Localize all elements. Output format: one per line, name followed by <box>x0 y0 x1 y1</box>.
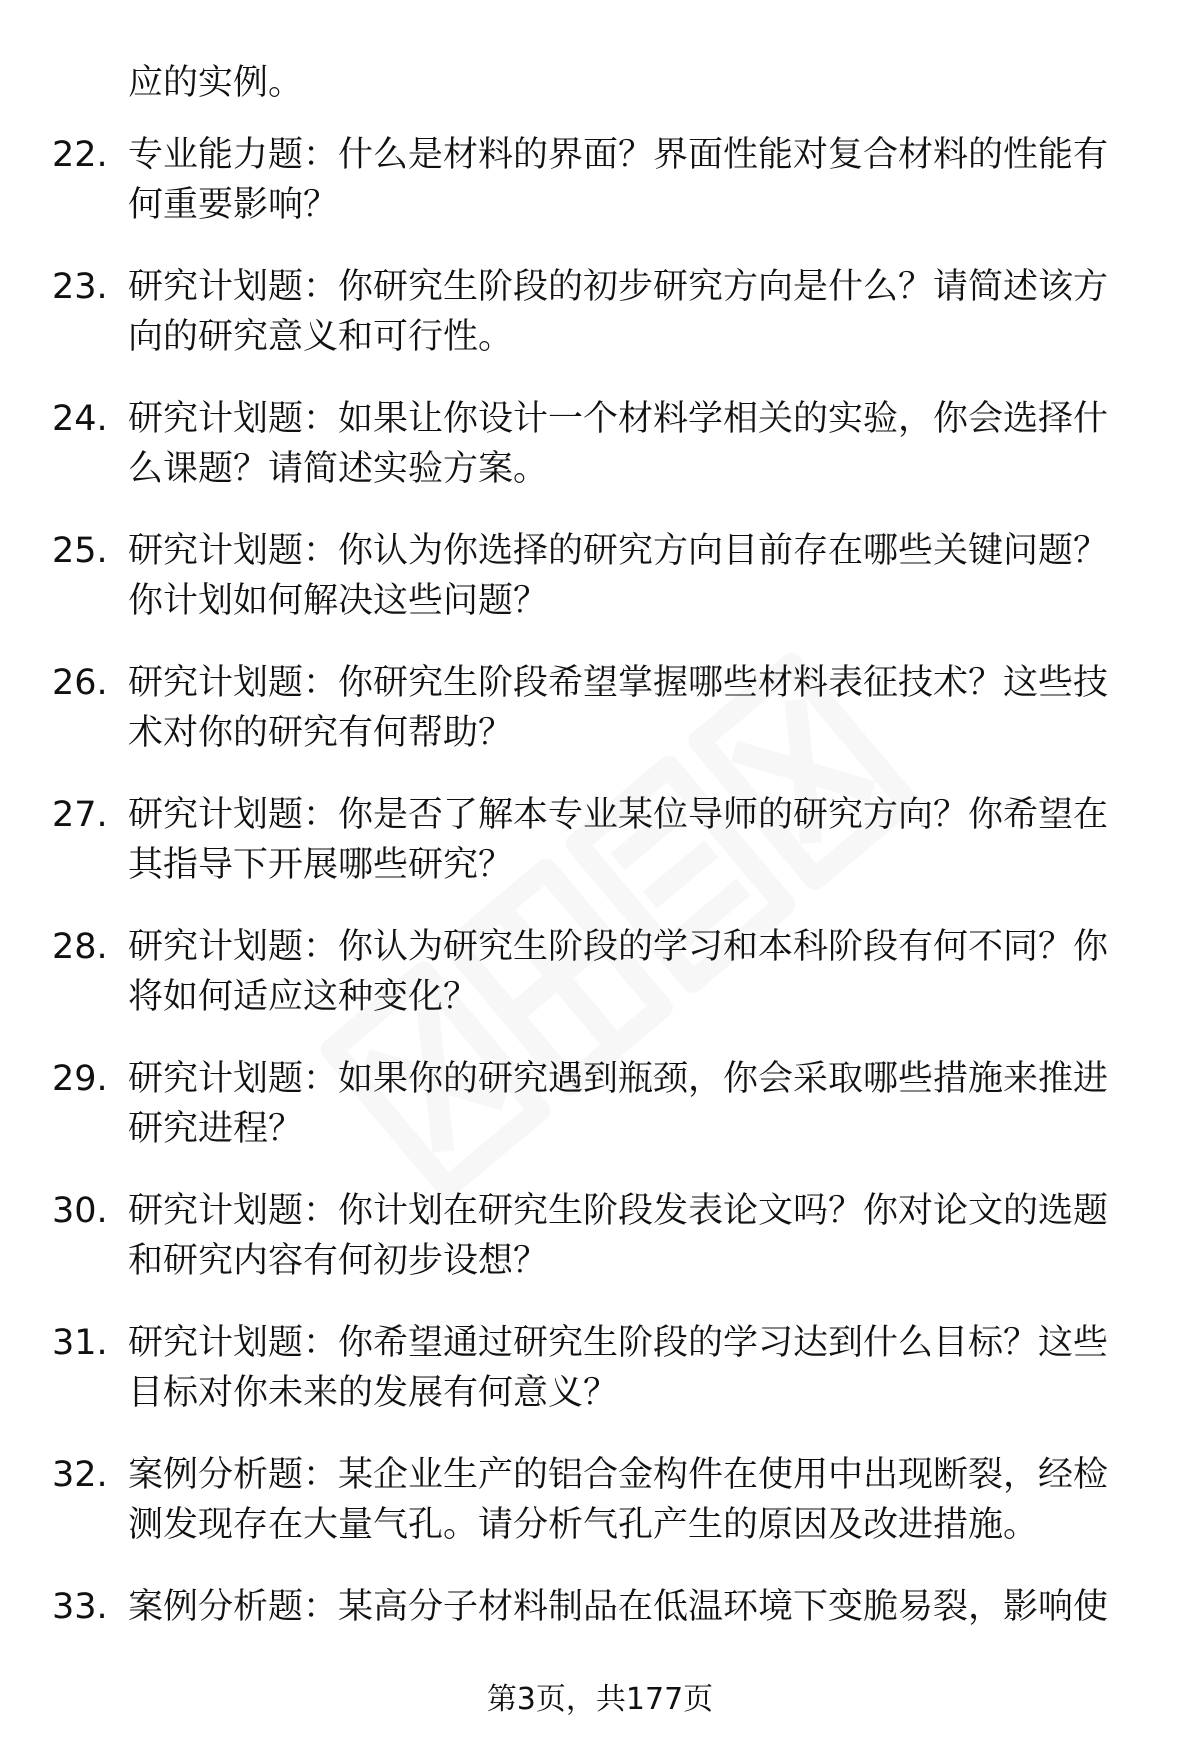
question-text: 研究计划题：如果让你设计一个材料学相关的实验，你会选择什么课题？请简述实验方案。 <box>128 399 1109 489</box>
question-number: 31. <box>52 1323 108 1363</box>
question-text: 研究计划题：你研究生阶段的初步研究方向是什么？请简述该方向的研究意义和可行性。 <box>128 267 1109 357</box>
question-number: 26. <box>52 663 108 703</box>
question-number: 30. <box>52 1191 108 1231</box>
question-number: 25. <box>52 531 108 571</box>
question-number: 23. <box>52 267 108 307</box>
question-text: 研究计划题：你计划在研究生阶段发表论文吗？你对论文的选题和研究内容有何初步设想？ <box>128 1191 1109 1281</box>
question-number: 27. <box>52 795 108 835</box>
question-text: 研究计划题：你是否了解本专业某位导师的研究方向？你希望在其指导下开展哪些研究？ <box>128 795 1109 885</box>
question-list <box>0 130 1200 1714</box>
question-number: 33. <box>52 1587 108 1627</box>
question-item <box>0 790 1200 922</box>
question-text: 研究计划题：你研究生阶段希望掌握哪些材料表征技术？这些技术对你的研究有何帮助？ <box>128 663 1109 753</box>
question-text: 研究计划题：你认为研究生阶段的学习和本科阶段有何不同？你将如何适应这种变化？ <box>128 927 1109 1017</box>
question-item <box>0 658 1200 790</box>
question-item <box>0 526 1200 658</box>
question-item <box>0 1186 1200 1318</box>
question-item <box>0 922 1200 1054</box>
question-item <box>0 1318 1200 1450</box>
continued-question-text: 应的实例。 <box>128 63 304 103</box>
question-item <box>0 130 1200 262</box>
question-text: 研究计划题：如果你的研究遇到瓶颈，你会采取哪些措施来推进研究进程？ <box>128 1059 1109 1149</box>
question-item <box>0 394 1200 526</box>
question-item <box>0 1054 1200 1186</box>
question-number: 32. <box>52 1455 108 1495</box>
question-item <box>0 1450 1200 1582</box>
question-text: 案例分析题：某企业生产的铝合金构件在使用中出现断裂，经检测发现存在大量气孔。请分析气孔产生的原因及改进措施。 <box>128 1455 1109 1545</box>
question-item <box>0 262 1200 394</box>
question-number: 28. <box>52 927 108 967</box>
question-number: 22. <box>52 135 108 175</box>
question-number: 29. <box>52 1059 108 1099</box>
question-number: 24. <box>52 399 108 439</box>
page-footer: 第3页，共177页 <box>486 1682 714 1717</box>
question-text: 研究计划题：你希望通过研究生阶段的学习达到什么目标？这些目标对你未来的发展有何意义？ <box>128 1323 1109 1413</box>
question-text: 研究计划题：你认为你选择的研究方向目前存在哪些关键问题？你计划如何解决这些问题？ <box>128 531 1109 621</box>
question-text: 案例分析题：某高分子材料制品在低温环境下变脆易裂，影响使 <box>128 1587 1109 1627</box>
question-text: 专业能力题：什么是材料的界面？界面性能对复合材料的性能有何重要影响？ <box>128 135 1109 225</box>
